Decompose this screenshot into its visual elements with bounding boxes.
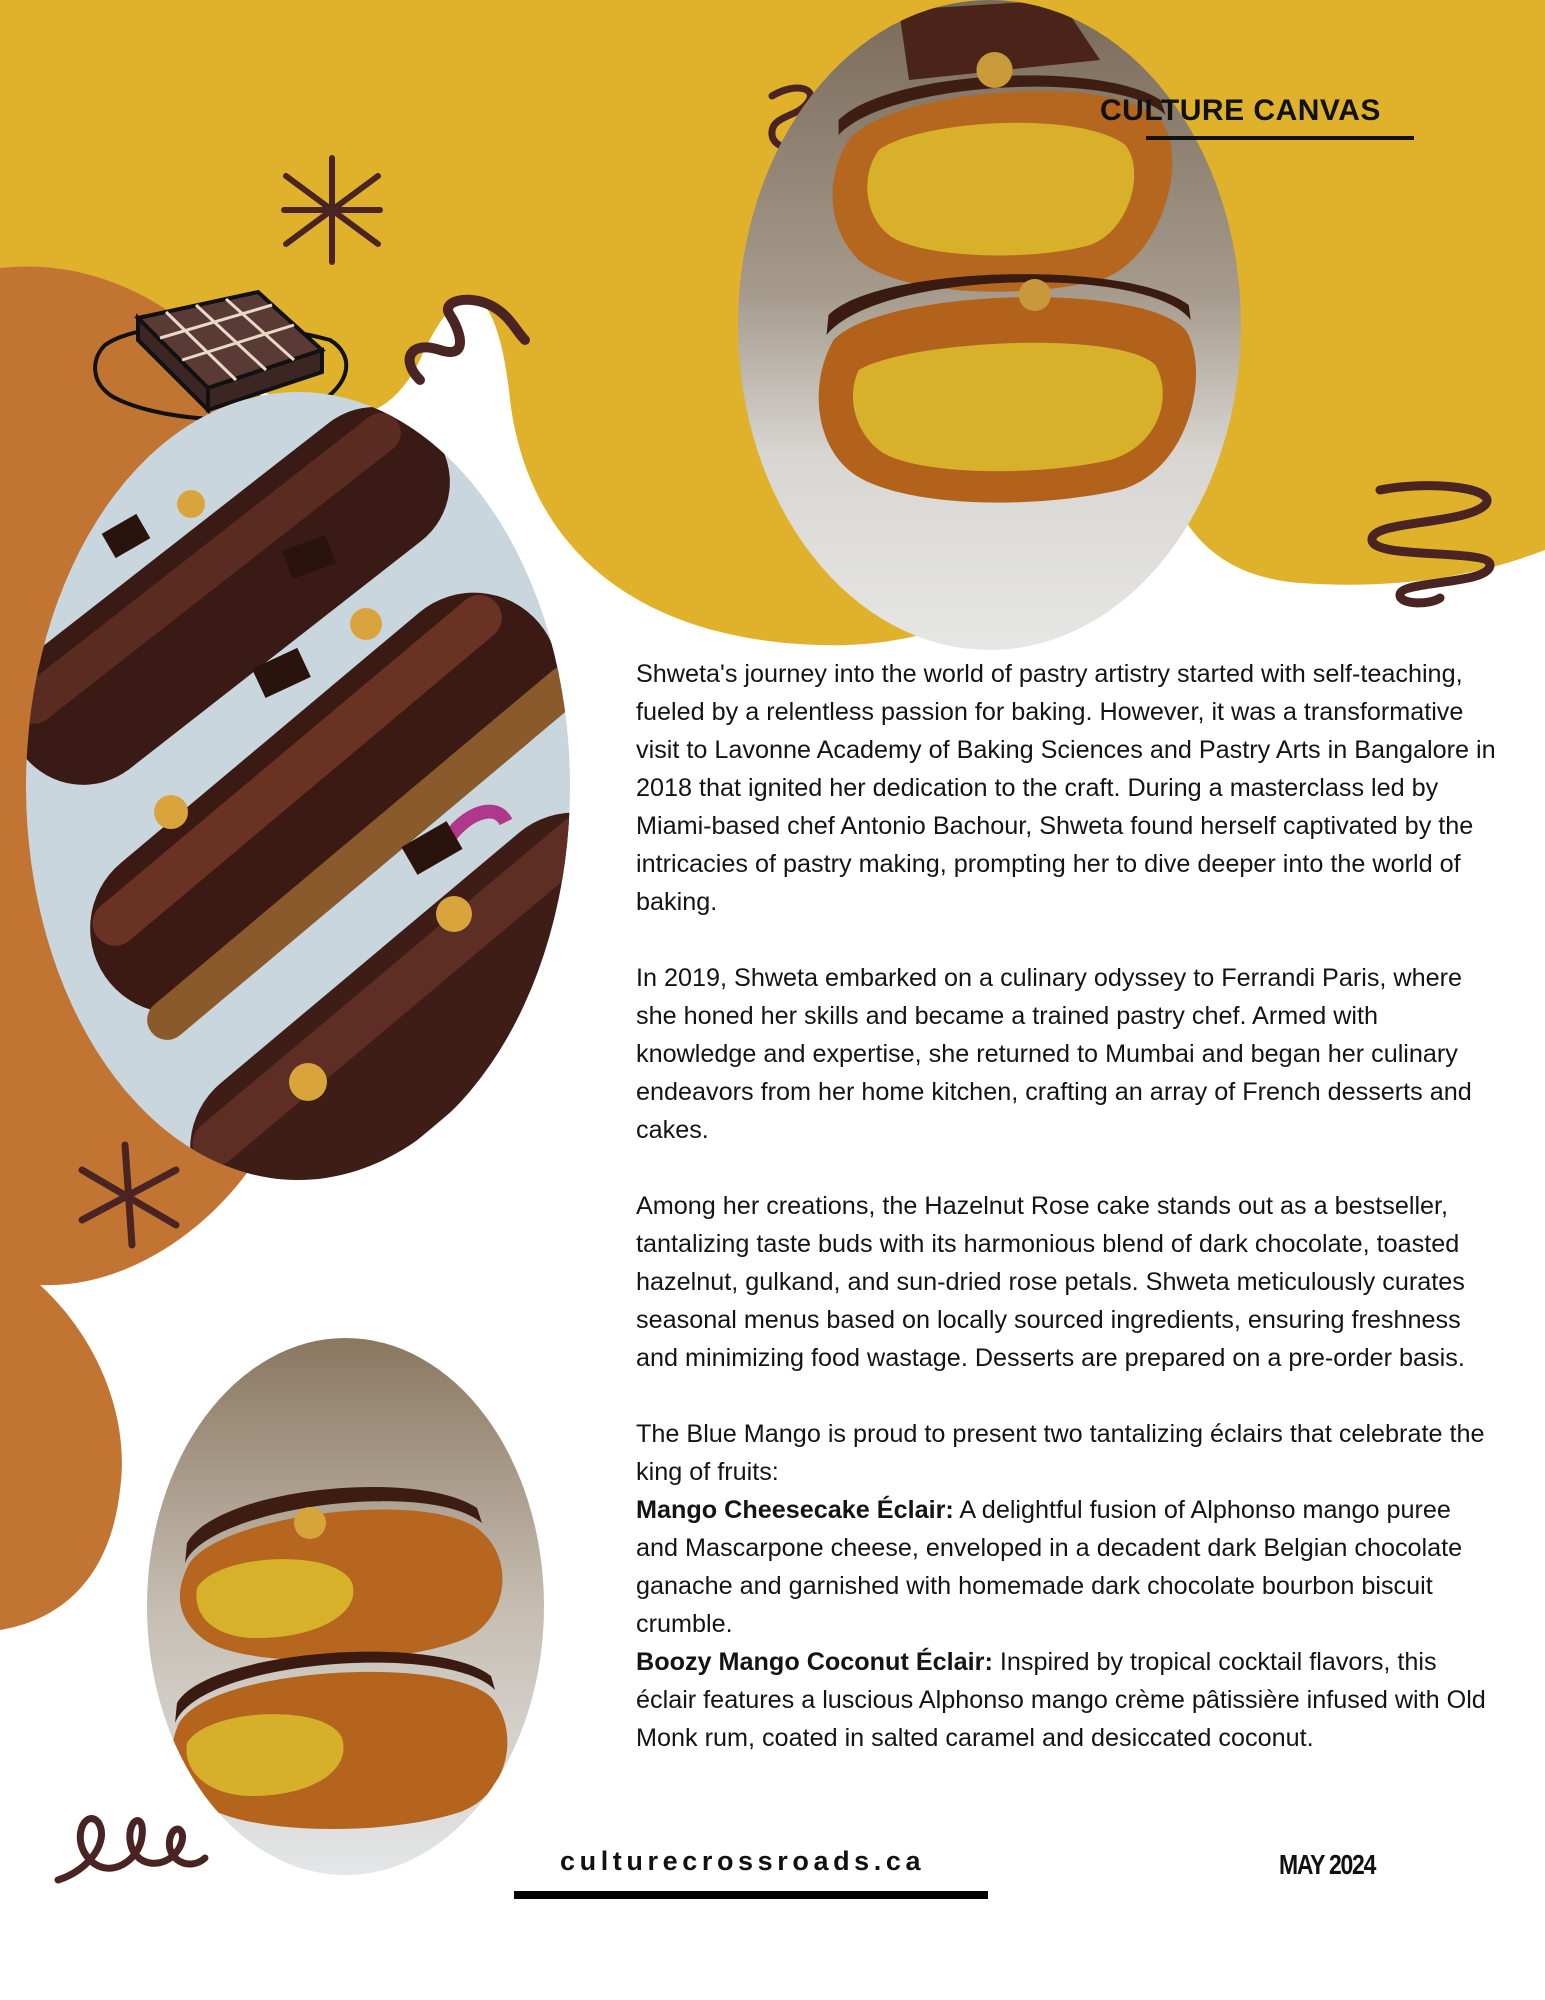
paragraph-eclairs-intro: The Blue Mango is proud to present two tantalizing éclairs that celebrate the king of fruits:	[636, 1420, 1485, 1486]
swirl-icon	[58, 1819, 205, 1880]
brand-title: CULTURE CANVAS	[1100, 94, 1381, 127]
paragraph-creations: Among her creations, the Hazelnut Rose cake stands out as a bestseller, tantalizing taste buds with its harmonious blend of dark chocolate, toasted hazelnut, gulkand, and sun-dried rose petals. Shweta meticulously curates seasonal menus based on locally sourced ingredients, ensuring freshness and minimizing food wastage. Desserts are prepared on a pre-order basis.	[636, 1192, 1465, 1372]
eclair-stack-photo	[147, 1338, 544, 1875]
eclair-item-2-title: Boozy Mango Coconut Éclair:	[636, 1648, 993, 1676]
eclair-item-1	[636, 1491, 1496, 1643]
paragraph-paris: In 2019, Shweta embarked on a culinary odyssey to Ferrandi Paris, where she honed her skills and became a trained pastry chef. Armed with knowledge and expertise, she returned to Mumbai and began her culinary endeavors from her home kitchen, crafting an array of French desserts and cakes.	[636, 964, 1472, 1144]
issue-date: MAY 2024	[1279, 1849, 1376, 1880]
eclair-item-2	[636, 1643, 1496, 1757]
eclair-item-2-text: Inspired by tropical cocktail flavors, this éclair features a luscious Alphonso mango crème pâtissière infused with Old Monk rum, coated in salted caramel and desiccated coconut.	[636, 1648, 1486, 1752]
footer-underline	[514, 1891, 988, 1899]
brand-underline	[1146, 136, 1414, 140]
footer-url: culturecrossroads.ca	[560, 1846, 926, 1876]
article-body	[636, 655, 1496, 1757]
paragraph-journey: Shweta's journey into the world of pastry artistry started with self-teaching, fueled by a relentless passion for baking. However, it was a transformative visit to Lavonne Academy of Baking Sciences and Pastry Arts in Bangalore in 2018 that ignited her dedication to the craft. During a masterclass led by Miami-based chef Antonio Bachour, Shweta found herself captivated by the intricacies of pastry making, prompting her to dive deeper into the world of baking.	[636, 660, 1496, 916]
eclair-item-1-text: A delightful fusion of Alphonso mango puree and Mascarpone cheese, enveloped in a decadent dark Belgian chocolate ganache and garnished with homemade dark chocolate bourbon biscuit crumble.	[636, 1496, 1463, 1638]
eclair-item-1-title: Mango Cheesecake Éclair:	[636, 1496, 954, 1524]
chocolate-eclairs-photo	[26, 392, 570, 1180]
